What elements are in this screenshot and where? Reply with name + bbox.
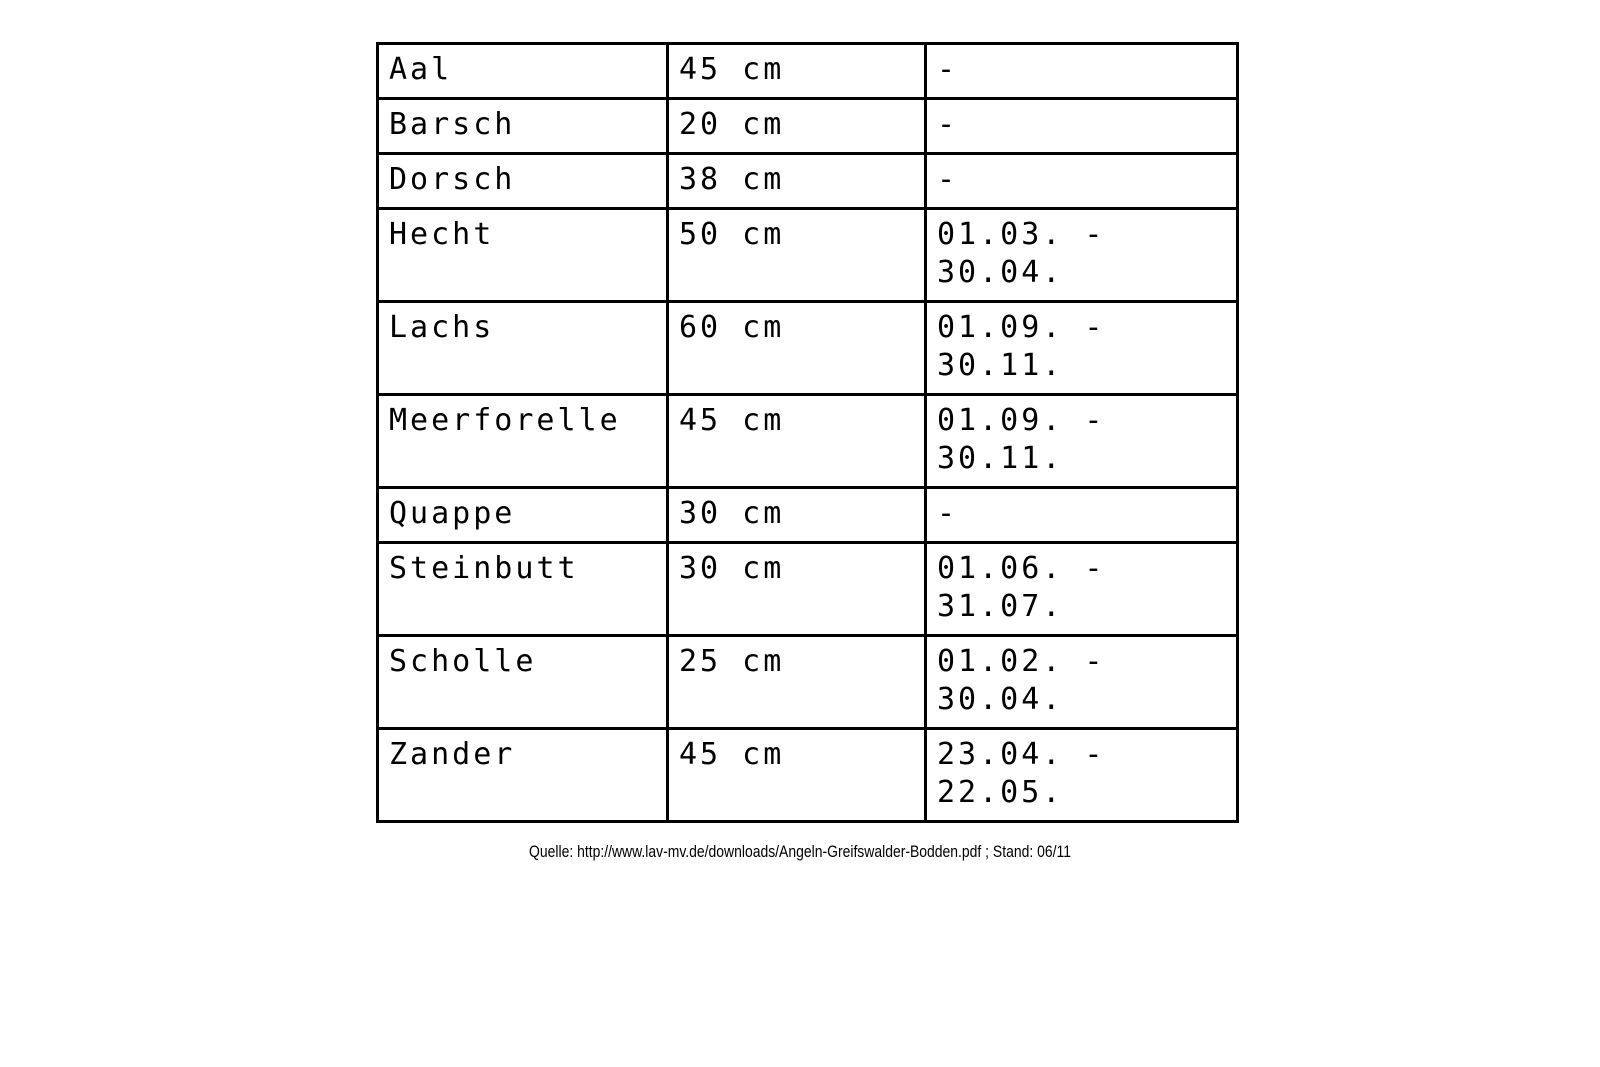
species-cell: Scholle	[378, 636, 668, 729]
table-row	[378, 154, 1238, 209]
species-cell: Aal	[378, 44, 668, 99]
closed-season-cell: 01.03. - 30.04.	[926, 209, 1238, 302]
source-note: Quelle: http://www.lav-mv.de/downloads/Angeln-Greifswalder-Bodden.pdf ; Stand: 06/11	[529, 842, 1071, 861]
min-size-cell: 45 cm	[668, 729, 926, 822]
min-size-cell: 45 cm	[668, 395, 926, 488]
closed-season-cell: 01.09. - 30.11.	[926, 395, 1238, 488]
table-row	[378, 729, 1238, 822]
min-size-cell: 50 cm	[668, 209, 926, 302]
species-cell: Lachs	[378, 302, 668, 395]
closed-season-cell: 01.06. - 31.07.	[926, 543, 1238, 636]
species-cell: Meerforelle	[378, 395, 668, 488]
min-size-cell: 60 cm	[668, 302, 926, 395]
species-cell: Hecht	[378, 209, 668, 302]
species-cell: Barsch	[378, 99, 668, 154]
closed-season-cell: 01.09. - 30.11.	[926, 302, 1238, 395]
table-row	[378, 543, 1238, 636]
table-row	[378, 488, 1238, 543]
table-row	[378, 395, 1238, 488]
min-size-cell: 20 cm	[668, 99, 926, 154]
closed-season-cell: 01.02. - 30.04.	[926, 636, 1238, 729]
table-row	[378, 636, 1238, 729]
table-row	[378, 209, 1238, 302]
closed-season-cell: -	[926, 488, 1238, 543]
table-row	[378, 302, 1238, 395]
table-row	[378, 44, 1238, 99]
species-cell: Dorsch	[378, 154, 668, 209]
min-size-cell: 30 cm	[668, 488, 926, 543]
min-size-cell: 45 cm	[668, 44, 926, 99]
species-cell: Quappe	[378, 488, 668, 543]
min-size-cell: 30 cm	[668, 543, 926, 636]
table-row	[378, 99, 1238, 154]
min-size-cell: 25 cm	[668, 636, 926, 729]
min-size-cell: 38 cm	[668, 154, 926, 209]
fish-regulations-table	[376, 42, 1239, 823]
closed-season-cell: -	[926, 99, 1238, 154]
species-cell: Zander	[378, 729, 668, 822]
species-cell: Steinbutt	[378, 543, 668, 636]
closed-season-cell: -	[926, 44, 1238, 99]
closed-season-cell: -	[926, 154, 1238, 209]
closed-season-cell: 23.04. - 22.05.	[926, 729, 1238, 822]
